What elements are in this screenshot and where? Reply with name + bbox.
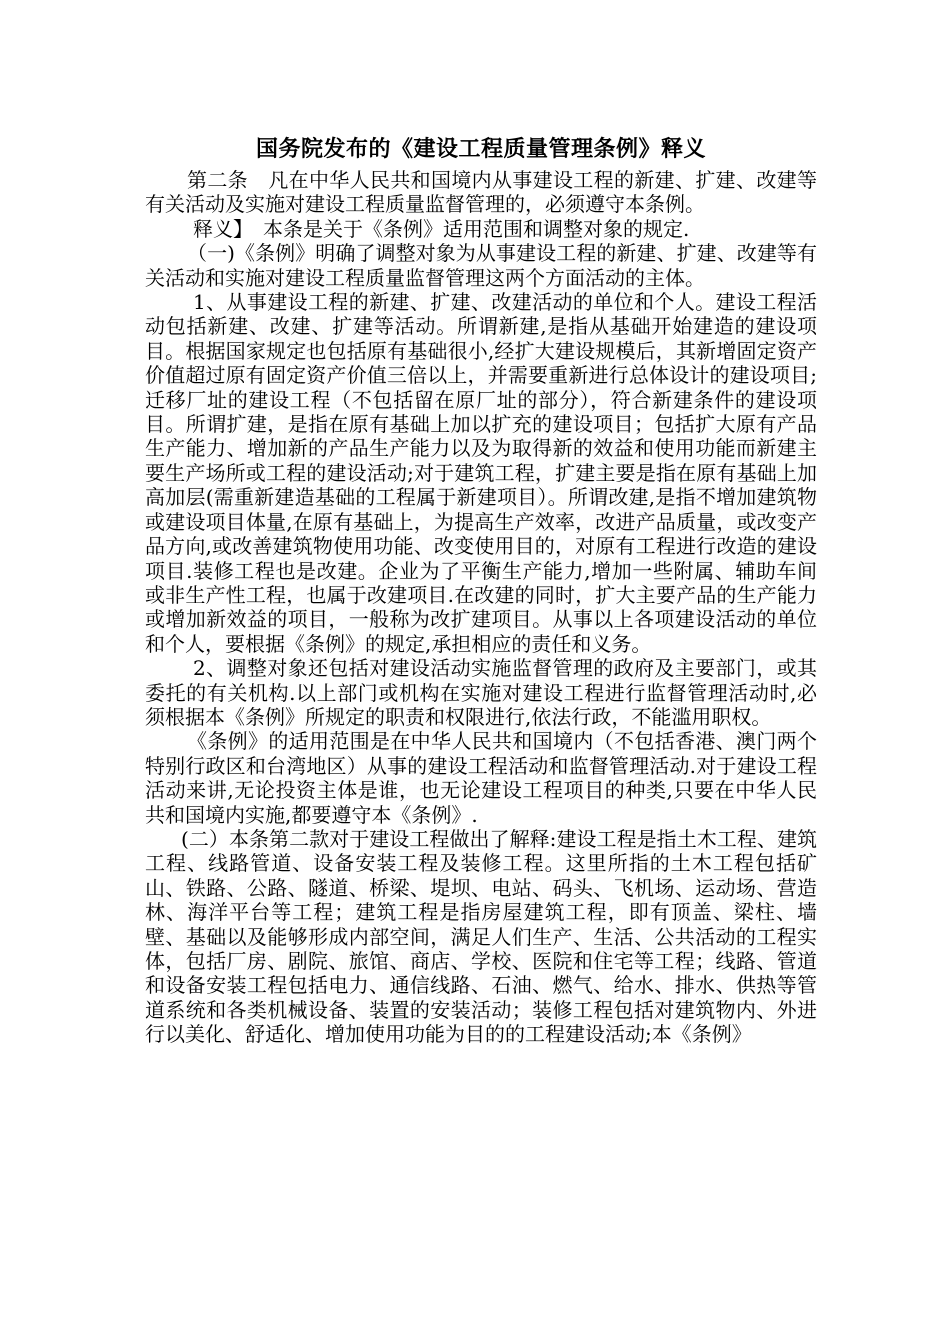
interpretation-heading: 释义】 本条是关于《条例》适用范围和调整对象的规定.	[193, 216, 690, 241]
section-2-paragraph: (二）本条第二款对于建设工程做出了解释:建设工程是指土木工程、建筑工程、线路管道、设备安装工程及装修工程。这里所指的土木工程包括矿山、铁路、公路、隧道、桥梁、堤坝、电站、码头、飞机场、运动场、营造林、海洋平台等工程；建筑工程是指房屋建筑工程，即有顶盖、梁柱、墙壁、基础以及能够形成内部空间，满足人们生产、生活、公共活动的工程实体，包括厂房、剧院、旅馆、商店、学校、医院和住宅等工程；线路、管道和设备安装工程包括电力、通信线路、石油、燃气、给水、排水、供热等管道系统和各类机械设备、装置的安装活动；装修工程包括对建筑物内、外进行以美化、舒适化、增加使用功能为目的的工程建设活动;本《条例》	[145, 826, 817, 1047]
article-2-text: 第二条 凡在中华人民共和国境内从事建设工程的新建、扩建、改建等有关活动及实施对建设工程质量监督管理的，必须遵守本条例。	[145, 168, 817, 217]
scope-paragraph: 《条例》的适用范围是在中华人民共和国境内（不包括香港、澳门两个特别行政区和台湾地区）从事的建设工程活动和监督管理活动.对于建设工程活动来讲,无论投资主体是谁，也无论建设工程项目的种类,只要在中华人民共和国境内实施,都要遵守本《条例》.	[145, 729, 817, 827]
item-2-paragraph: 2、调整对象还包括对建设活动实施监督管理的政府及主要部门，或其委托的有关机构.以上部门或机构在实施对建设工程进行监督管理活动时,必须根据本《条例》所规定的职责和权限进行,依法行政，不能滥用职权。	[145, 656, 817, 729]
section-1-intro: （一)《条例》明确了调整对象为从事建设工程的新建、扩建、改建等有关活动和实施对建设工程质量监督管理这两个方面活动的主体。	[145, 241, 817, 290]
item-1-paragraph: 1、从事建设工程的新建、扩建、改建活动的单位和个人。建设工程活动包括新建、改建、扩建等活动。所谓新建,是指从基础开始建造的建设项目。根据国家规定也包括原有基础很小,经扩大建设规模后，其新增固定资产价值超过原有固定资产价值三倍以上，并需要重新进行总体设计的建设项目;迁移厂址的建设工程（不包括留在原厂址的部分），符合新建条件的建设项目。所谓扩建，是指在原有基础上加以扩充的建设项目；包括扩大原有产品生产能力、增加新的产品生产能力以及为取得新的效益和使用功能而新建主要生产场所或工程的建设活动;对于建筑工程，扩建主要是指在原有基础上加高加层(需重新建造基础的工程属于新建项目）。所谓改建,是指不增加建筑物或建设项目体量,在原有基础上，为提高生产效率，改进产品质量，或改变产品方向,或改善建筑物使用功能、改变使用目的，对原有工程进行改造的建设项目.装修工程也是改建。企业为了平衡生产能力,增加一些附属、辅助车间或非生产性工程，也属于改建项目.在改建的同时，扩大主要产品的生产能力或增加新效益的项目，一般称为改扩建项目。从事以上各项建设活动的单位和个人，要根据《条例》的规定,承担相应的责任和义务。	[145, 290, 817, 656]
document-page	[145, 134, 817, 1047]
document-title: 国务院发布的《建设工程质量管理条例》释义	[255, 136, 706, 162]
